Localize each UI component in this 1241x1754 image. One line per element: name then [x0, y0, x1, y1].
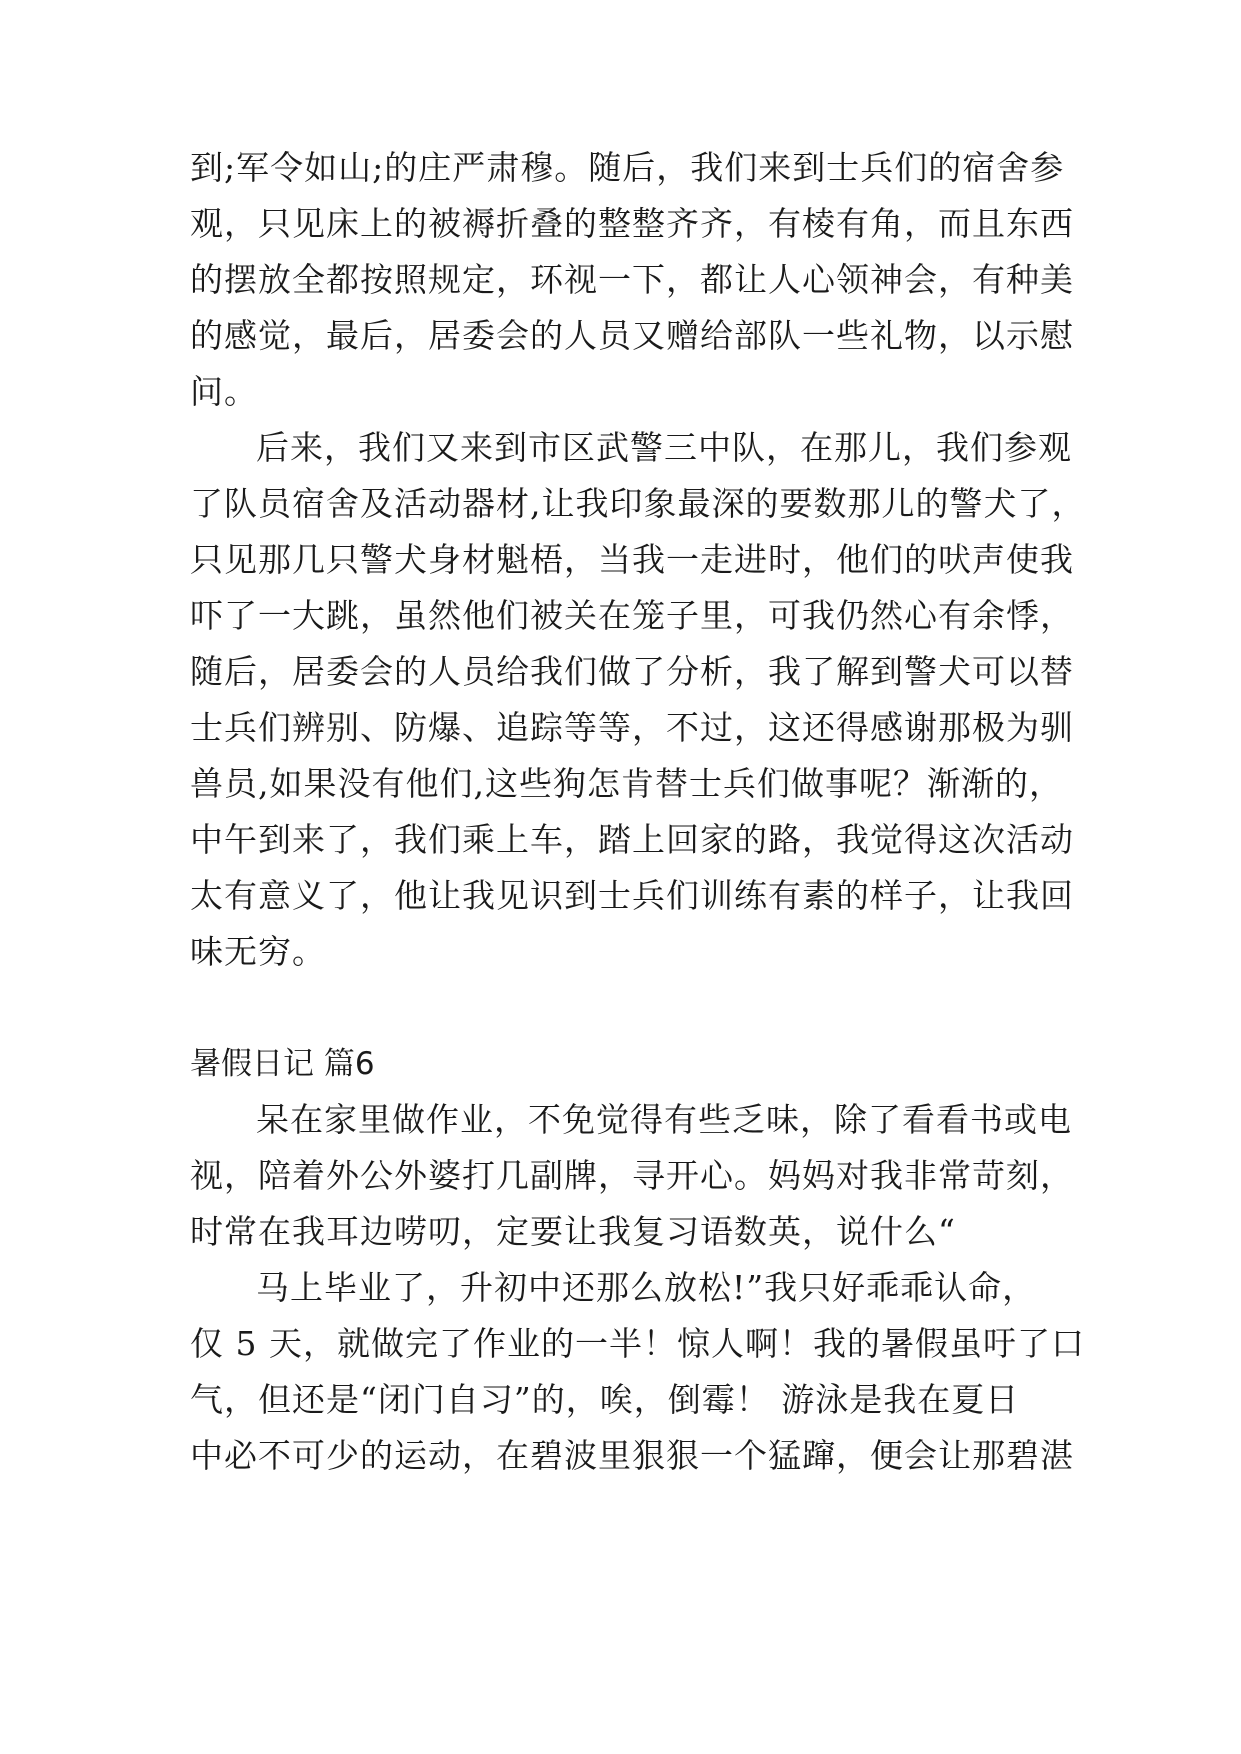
text-line: 马上毕业了，升初中还那么放松!”我只好乖乖认命， [256, 1268, 1037, 1307]
text-line: 中午到来了，我们乘上车，踏上回家的路，我觉得这次活动 [190, 820, 1074, 859]
text-line: 的感觉，最后，居委会的人员又赠给部队一些礼物，以示慰 [190, 316, 1074, 355]
text-line: 了队员宿舍及活动器材,让我印象最深的要数那儿的警犬了， [190, 484, 1086, 523]
text-line: 味无穷。 [190, 932, 326, 971]
text-line: 仅 5 天，就做完了作业的一半！惊人啊！我的暑假虽吁了口 [190, 1324, 1085, 1363]
text-line: 问。 [190, 372, 258, 411]
text-line: 后来，我们又来到市区武警三中队，在那儿，我们参观 [256, 428, 1072, 467]
text-line: 随后，居委会的人员给我们做了分析，我了解到警犬可以替 [190, 652, 1074, 691]
section-heading: 暑假日记 篇6 [190, 1046, 375, 1082]
text-line: 的摆放全都按照规定，环视一下，都让人心领神会，有种美 [190, 260, 1074, 299]
text-line: 观，只见床上的被褥折叠的整整齐齐，有棱有角，而且东西 [190, 204, 1074, 243]
text-line: 呆在家里做作业，不免觉得有些乏味，除了看看书或电 [256, 1100, 1072, 1139]
text-line: 吓了一大跳，虽然他们被关在笼子里，可我仍然心有余悸， [190, 596, 1074, 635]
text-line: 时常在我耳边唠叨，定要让我复习语数英，说什么“ [190, 1212, 956, 1251]
text-line: 中必不可少的运动，在碧波里狠狠一个猛蹿，便会让那碧湛 [190, 1436, 1074, 1475]
text-line: 视，陪着外公外婆打几副牌，寻开心。妈妈对我非常苛刻， [190, 1156, 1074, 1195]
text-line: 太有意义了，他让我见识到士兵们训练有素的样子，让我回 [190, 876, 1074, 915]
text-line: 到;军令如山;的庄严肃穆。随后，我们来到士兵们的宿舍参 [190, 148, 1065, 187]
text-line: 气，但还是“闭门自习”的，唉，倒霉！ 游泳是我在夏日 [190, 1380, 1020, 1419]
text-line: 兽员,如果没有他们,这些狗怎肯替士兵们做事呢？渐渐的， [190, 764, 1063, 803]
text-line: 只见那几只警犬身材魁梧，当我一走进时，他们的吠声使我 [190, 540, 1074, 579]
text-line: 士兵们辨别、防爆、追踪等等，不过，这还得感谢那极为驯 [190, 708, 1074, 747]
